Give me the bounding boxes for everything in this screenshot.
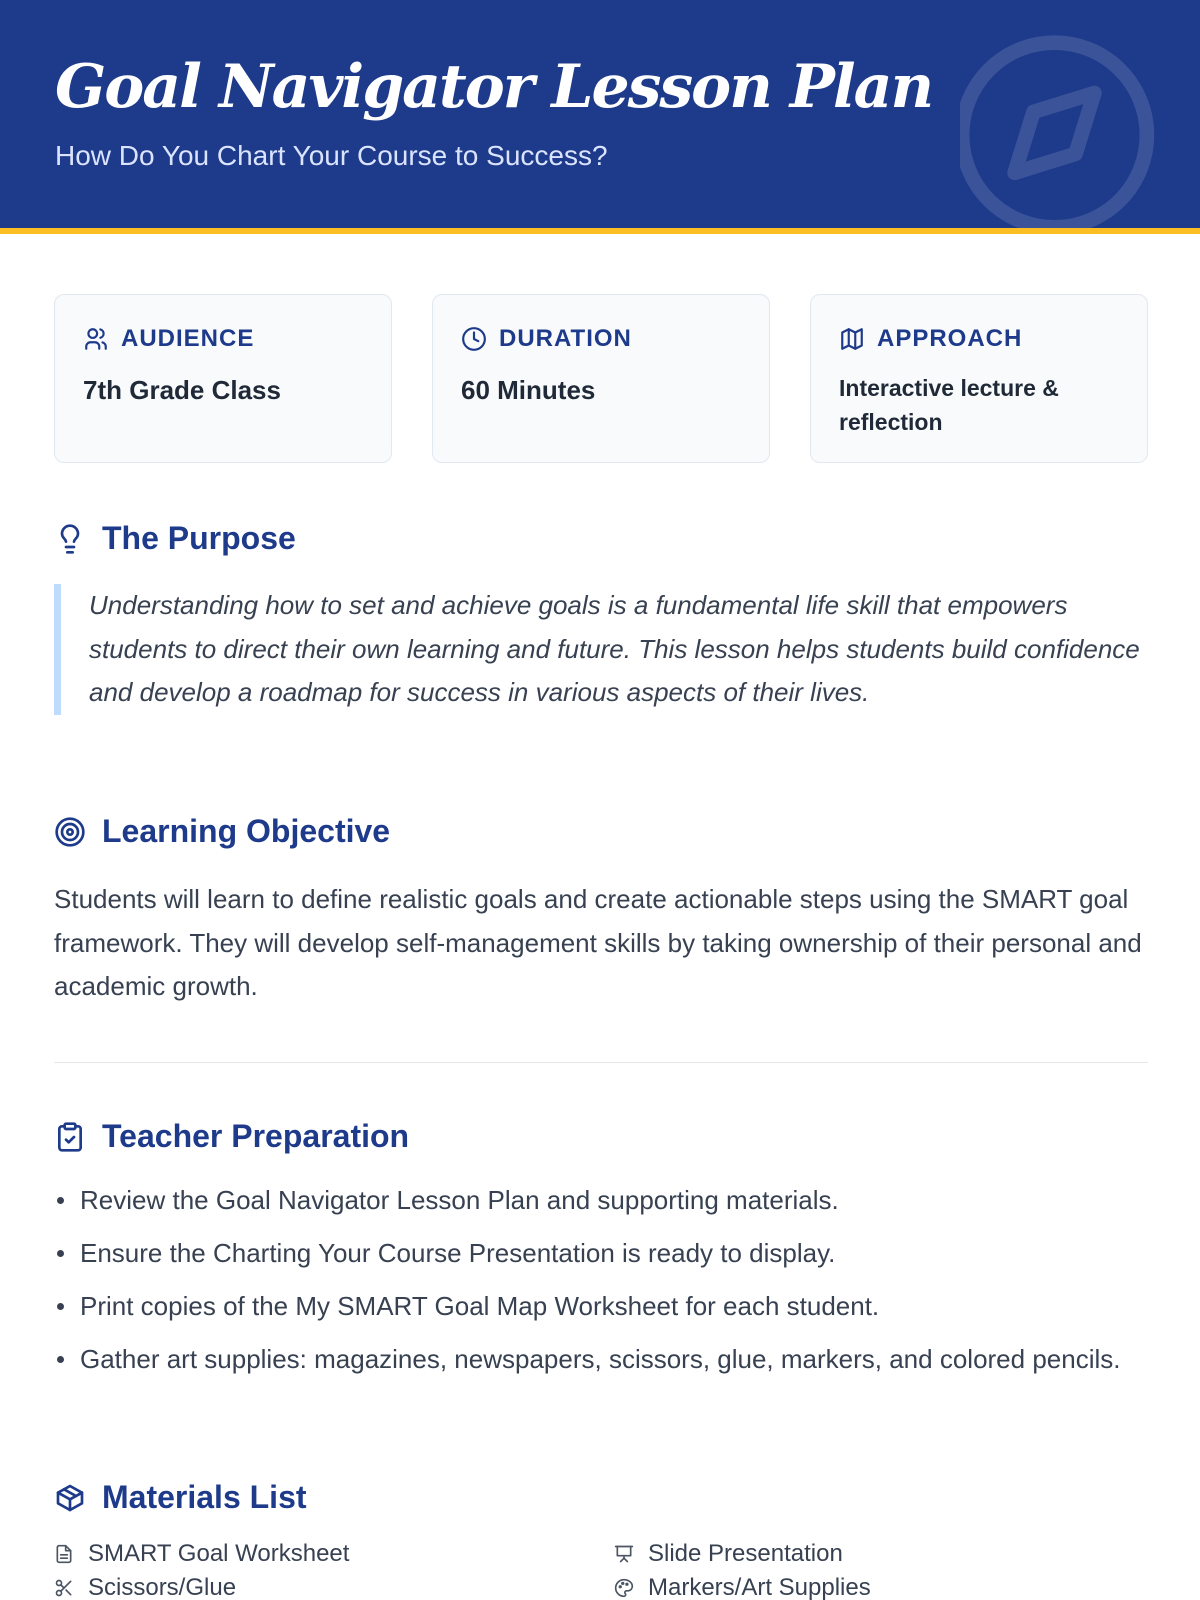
approach-value: Interactive lecture & reflection (839, 375, 1059, 435)
palette-icon (614, 1578, 634, 1598)
materials-heading (54, 1479, 307, 1516)
map-icon (839, 326, 865, 352)
info-cards (54, 294, 1148, 463)
compass-icon (960, 30, 1170, 234)
objective-heading (54, 813, 390, 850)
approach-label: APPROACH (877, 325, 1023, 352)
preparation-title: Teacher Preparation (102, 1118, 410, 1154)
scissors-icon (54, 1578, 74, 1598)
page-title: Goal Navigator Lesson Plan (55, 52, 933, 122)
material-label: Slide Presentation (648, 1540, 843, 1567)
page-subtitle: How Do You Chart Your Course to Success? (55, 140, 608, 171)
audience-value: 7th Grade Class (83, 375, 281, 405)
file-text-icon (54, 1544, 74, 1564)
material-item (54, 1574, 236, 1600)
page-header (0, 0, 1200, 234)
list-item: Ensure the Charting Your Course Presentation is ready to display. (54, 1233, 1148, 1273)
objective-title: Learning Objective (102, 813, 391, 849)
materials-list (54, 1540, 1148, 1600)
duration-label: DURATION (499, 325, 632, 352)
duration-value: 60 Minutes (461, 375, 596, 405)
lightbulb-icon (54, 523, 86, 555)
package-icon (54, 1482, 86, 1514)
list-item: Review the Goal Navigator Lesson Plan and supporting materials. (54, 1180, 1148, 1220)
section-divider (54, 1062, 1148, 1063)
users-icon (83, 326, 109, 352)
material-item (54, 1540, 349, 1568)
approach-card (810, 294, 1148, 463)
preparation-heading (54, 1118, 409, 1155)
preparation-list (54, 1180, 1148, 1392)
material-label: Markers/Art Supplies (648, 1574, 871, 1600)
purpose-heading (54, 520, 296, 557)
materials-title: Materials List (102, 1479, 307, 1515)
target-icon (54, 816, 86, 848)
material-item (614, 1540, 843, 1568)
audience-label-row (83, 325, 254, 353)
list-item: Gather art supplies: magazines, newspapers, scissors, glue, markers, and colored pencils. (54, 1339, 1148, 1379)
clipboard-check-icon (54, 1121, 86, 1153)
purpose-title: The Purpose (102, 520, 296, 556)
approach-label-row (839, 325, 1022, 353)
objective-text: Students will learn to define realistic goals and create actionable steps using the SMART goal framework. They will develop self-management skills by taking ownership of their personal and academic growth. (54, 884, 1142, 1001)
duration-label-row (461, 325, 632, 353)
presentation-icon (614, 1544, 634, 1564)
list-item: Print copies of the My SMART Goal Map Worksheet for each student. (54, 1286, 1148, 1326)
material-label: SMART Goal Worksheet (88, 1540, 350, 1567)
material-label: Scissors/Glue (88, 1574, 237, 1600)
purpose-quote: Understanding how to set and achieve goals is a fundamental life skill that empowers students to direct their own learning and future. This lesson helps students build confidence and develop a roadmap for success in various aspects of their lives. (54, 584, 1148, 715)
duration-card (432, 294, 770, 463)
clock-icon (461, 326, 487, 352)
material-item (614, 1574, 871, 1600)
audience-card (54, 294, 392, 463)
audience-label: AUDIENCE (121, 325, 255, 352)
